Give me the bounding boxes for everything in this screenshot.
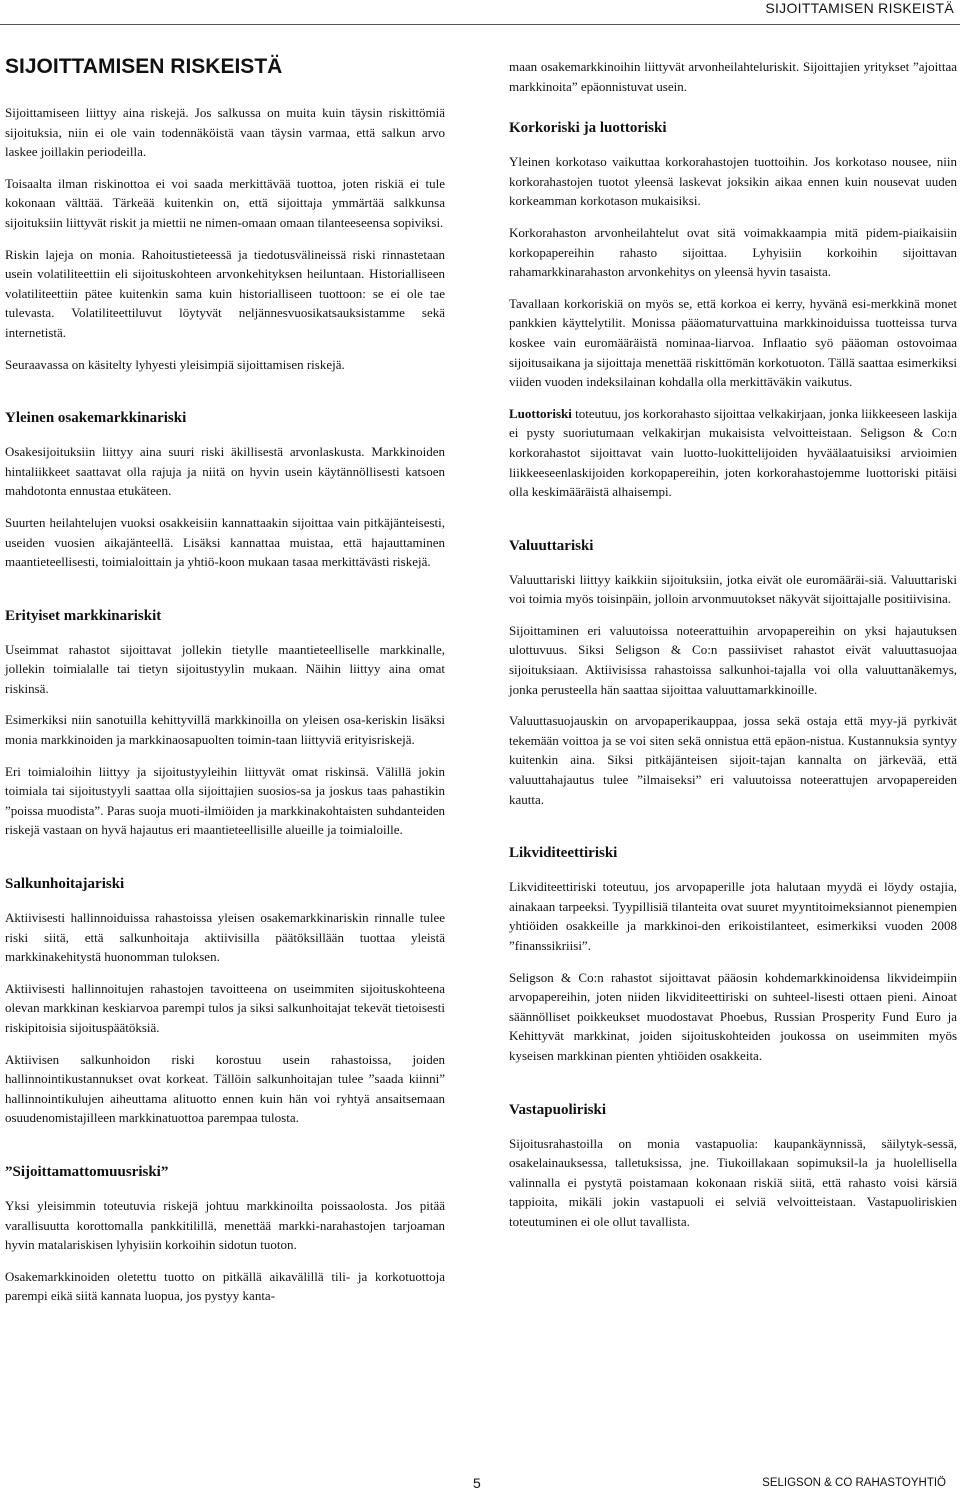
running-header-title: SIJOITTAMISEN RISKEISTÄ — [765, 0, 954, 16]
body-paragraph: Korkorahaston arvonheilahtelut ovat sitä voimakkaampia mitä pidem-piaikaisiin korkopapereihin rahasto sijoittaa. Lyhyisiin korkoihin sijoittavan rahamarkkinarahaston arvonkehitys on yleensä hyvin tasaista. — [509, 224, 957, 280]
section-heading: Vastapuoliriski — [509, 1101, 606, 1118]
intro-paragraph: Seuraavassa on käsitelty lyhyesti yleisimpiä sijoittamisen riskejä. — [5, 356, 345, 372]
page-number: 5 — [473, 1475, 481, 1491]
body-paragraph: Suurten heilahtelujen vuoksi osakkeisiin kannattaakin sijoittaa vain pitkäjänteisesti, useiden vuosien aikajänteellä. Lisäksi kannattaa muistaa, että hajauttaminen maantieteellisesti, toimialoittain ja yhtiö-koon mukaan tasaa merkittävästi riskejä. — [5, 514, 445, 570]
luottoriski-text: toteutuu, jos korkorahasto sijoittaa velkakirjaan, jonka liikkeeseen laskija ei pysty suoriutumaan velkakirjan mukaisista velvoitteistaan. Seligson & Co:n korkorahastot sijoittavat vain luotto-luokittelijoiden hyväälaatuisiksi arvioimien liikkeeseenlaskijoiden korkopapereihin, joten korkorahastojemme luottoriski pitäisi olla keskimääräistä alhaisempi. — [509, 405, 957, 500]
section-heading: Salkunhoitajariski — [5, 876, 125, 893]
body-paragraph: Valuuttariski liittyy kaikkiin sijoituksiin, jotka eivät ole euromääräi-siä. Valuuttariski voi toimia myös toisinpäin, jolloin arvonmuutokset näkyvät sijoittajalle positiivisina. — [509, 571, 957, 607]
footer-company: SELIGSON & CO RAHASTOYHTIÖ — [762, 1477, 946, 1489]
body-paragraph: Aktiivisesti hallinnoitujen rahastojen tavoitteena on useimmiten sijoituskohteena olevan markkinan keskiarvoa parempi tulos ja siksi salkunhoitajat tekevät tietoisesti riskipitoisia sijoituspäätöksiä. — [5, 980, 445, 1035]
section-heading: Yleinen osakemarkkinariski — [5, 410, 187, 427]
body-paragraph: Sijoittaminen eri valuutoissa noteerattuihin arvopapereihin on yksi hajautuksen ulottuvuus. Siksi Seligson & Co:n passiiviset rahastot eivät valuuttasuojaa sijoituksiaan. Aktiivisissa rahastoissa salkunhoi-tajalla voi olla valuuttanäkemys, jonka perusteella hän saattaa sijoittaa valuuttamarkkinoille. — [509, 622, 957, 697]
intro-paragraph: Toisaalta ilman riskinottoa ei voi saada merkittävää tuottoa, joten riskiä ei tule kokonaan välttää. Tärkeää kuitenkin on, että sijoittaja ymmärtää salkkunsa sijoituksiin liittyvät riskit ja miettii ne nimen-omaan omaan tilanteeseensa sopiviksi. — [5, 175, 445, 230]
body-paragraph: maan osakemarkkinoihin liittyvät arvonheilahteluriskit. Sijoittajien yritykset ”ajoittaa markkinoita” epäonnistuvat usein. — [509, 59, 957, 94]
section-heading: ”Sijoittamattomuusriski” — [5, 1163, 169, 1180]
body-paragraph: Likviditeettiriski toteutuu, jos arvopaperille jota halutaan myydä ei löydy ostajia, ainakaan tarpeeksi. Tyypillisiä tilanteita ovat suuret myyntitoimeksiannot pienempien yhtiöiden osakkeille ja markkinoi-den erikoistilanteet, esimerkiksi vuoden 2008 ”finanssikriisi”. — [509, 879, 957, 953]
body-paragraph: Esimerkiksi niin sanotuilla kehittyvillä markkinoilla on yleisen osa-keriskin lisäksi monia markkinoiden ja markkinaosapuolten toimin-taan liittyviä erityisriskejä. — [5, 712, 445, 748]
body-paragraph: Osakesijoituksiin liittyy aina suuri riski äkillisestä arvonlaskusta. Markkinoiden hintaliikkeet saattavat olla rajuja ja niitä on hyvin usein käytännöllisesti katsoen mahdotonta ennustaa etukäteen. — [5, 444, 445, 499]
body-paragraph: Aktiivisen salkunhoidon riski korostuu usein rahastoissa, joiden hallinnointikustannukset ovat korkeat. Tällöin salkunhoitajan tulee ”saada kiinni” hallinnointikulujen aiheuttama alituotto ennen kuin hän voi ryhtyä ansaitsemaan osuudenomistajilleen markkinatuottoa parempaa tulosta. — [5, 1051, 445, 1126]
body-paragraph: Aktiivisesti hallinnoiduissa rahastoissa yleisen osakemarkkinariskin rinnalle tulee riski siitä, että salkunhoitaja aktiivisilla päätöksillään tuottaa yleistä markkinakehitystä huonomman tuloksen. — [5, 910, 445, 965]
intro-paragraph: Sijoittamiseen liittyy aina riskejä. Jos salkussa on muita kuin täysin riskittömiä sijoituksia, niin ei ole vain todennäköistä vaan täysin varmaa, että salkun arvo laskee joillakin periodeilla. — [5, 105, 445, 160]
left-column — [5, 54, 445, 1318]
page-title: SIJOITTAMISEN RISKEISTÄ — [5, 55, 283, 78]
right-column — [509, 57, 957, 1244]
body-paragraph: Valuuttasuojauskin on arvopaperikauppaa, jossa sekä ostaja että myy-jä pyrkivät tekemään voittoa ja se voi siten sekä onnistua että epäon-nistua. Kustannuksia syntyy kuitenkin aina. Siksi pitkäjänteisen sijoit-tajan kannalta on järkevää, että valuuttahajautus tulee ”ilmaiseksi” eri valuutoissa noteerattujen arvopapereiden kautta. — [509, 713, 957, 807]
body-paragraph: Useimmat rahastot sijoittavat jollekin tietylle maantieteelliselle markkinalle, jollekin toimialalle tai tietyn sijoitustyylin mukaan. Näihin liittyy aina omat riskinsä. — [5, 641, 445, 696]
section-heading: Likviditeettiriski — [509, 845, 618, 862]
body-paragraph — [509, 404, 957, 502]
body-paragraph: Sijoitusrahastoilla on monia vastapuolia: kaupankäynnissä, säilytyk-sessä, osakelainauksessa, talletuksissa, jne. Tiukoillakaan sopimuksil-la ja huolellisella valinnalla ei pystytä poistamaan kokonaan riskiä siitä, että rahasto voisi kärsiä tappioita, mikäli jokin vastapuoli ei selviä velvoitteistaan. Vastapuoliriskien toteutuminen ei ole ollut tavallista. — [509, 1135, 957, 1229]
section-heading: Korkoriski ja luottoriski — [509, 120, 667, 137]
body-paragraph: Tavallaan korkoriskiä on myös se, että korkoa ei kerry, hyvänä esi-merkkinä monet pankkien käyttelytilit. Monissa pääomaturvattuina markkinoiduissa tuotteissa turva koskee vain euromääräistä nominaa-liarvoa. Inflaatio syö pääoman ostovoimaa sijoitusaikana ja sijoittaja menettää riskittömän korkotuoton. Tällä saattaa esimerkiksi viiden vuoden indeksilainan kohdalla olla merkittäväkin vaikutus. — [509, 295, 957, 390]
body-paragraph: Yksi yleisimmin toteutuvia riskejä johtuu markkinoilta poissaolosta. Jos pitää varallisuutta korottomalla pankkitilillä, menettää markki-narahastojen tarjoaman hyvin matalariskisen lyhyisiin korkoihin sidotun tuoton. — [5, 1197, 445, 1253]
section-heading: Erityiset markkinariskit — [5, 607, 162, 624]
body-paragraph: Seligson & Co:n rahastot sijoittavat pääosin kohdemarkkinoidensa likvideimpiin arvopapereihin, joten niiden likviditeettiriski on suhteel-lisesti ottaen pieni. Ainoat säännölliset poikkeukset muodostavat Phoebus, Russian Prosperity Fund Euro ja Kehittyvät markkinat, joiden sijoituskohteiden joukossa on useimmiten myös kyseisen markkinan pienten yhtiöiden osakkeita. — [509, 969, 957, 1063]
section-heading: Valuuttariski — [509, 537, 594, 554]
body-paragraph: Osakemarkkinoiden oletettu tuotto on pitkällä aikavälillä tili- ja korkotuottoja parempi eikä siitä kannata luopua, jos pystyy kanta- — [5, 1268, 445, 1304]
term-luottoriski: Luottoriski — [509, 405, 572, 421]
intro-paragraph: Riskin lajeja on monia. Rahoitustieteessä ja tiedotusvälineissä riski rinnastetaan usein volatiliteettiin eli sijoituskohteen arvonkehityksen heiluntaan. Historialliseen volatiliteettiin pätee kuitenkin sama kuin historialliseen tuottoon: se ei ole tae tulevasta. Volatiliteettiluvut löytyvät neljännesvuosikatsauksistamme sekä internetistä. — [5, 246, 445, 340]
running-header — [0, 0, 960, 25]
body-paragraph: Eri toimialoihin liittyy ja sijoitustyyleihin liittyvät omat riskinsä. Välillä jokin toimiala tai sijoitustyyli saattaa olla sijoittajien suosios-sa ja joskus taas pahastikin ”poissa muodista”. Paras suoja muoti-ilmiöiden ja markkinakohtaisten suhdanteiden riskejä vastaan on hyvä hajautus eri maantieteellisille alueille ja toimialoille. — [5, 763, 445, 838]
body-paragraph: Yleinen korkotaso vaikuttaa korkorahastojen tuottoihin. Jos korkotaso nousee, niin korkorahastojen tuotot yleensä laskevat joksikin aikaa ennen kuin nousevat uuden korkeamman korkotason mukaisiksi. — [509, 154, 957, 209]
